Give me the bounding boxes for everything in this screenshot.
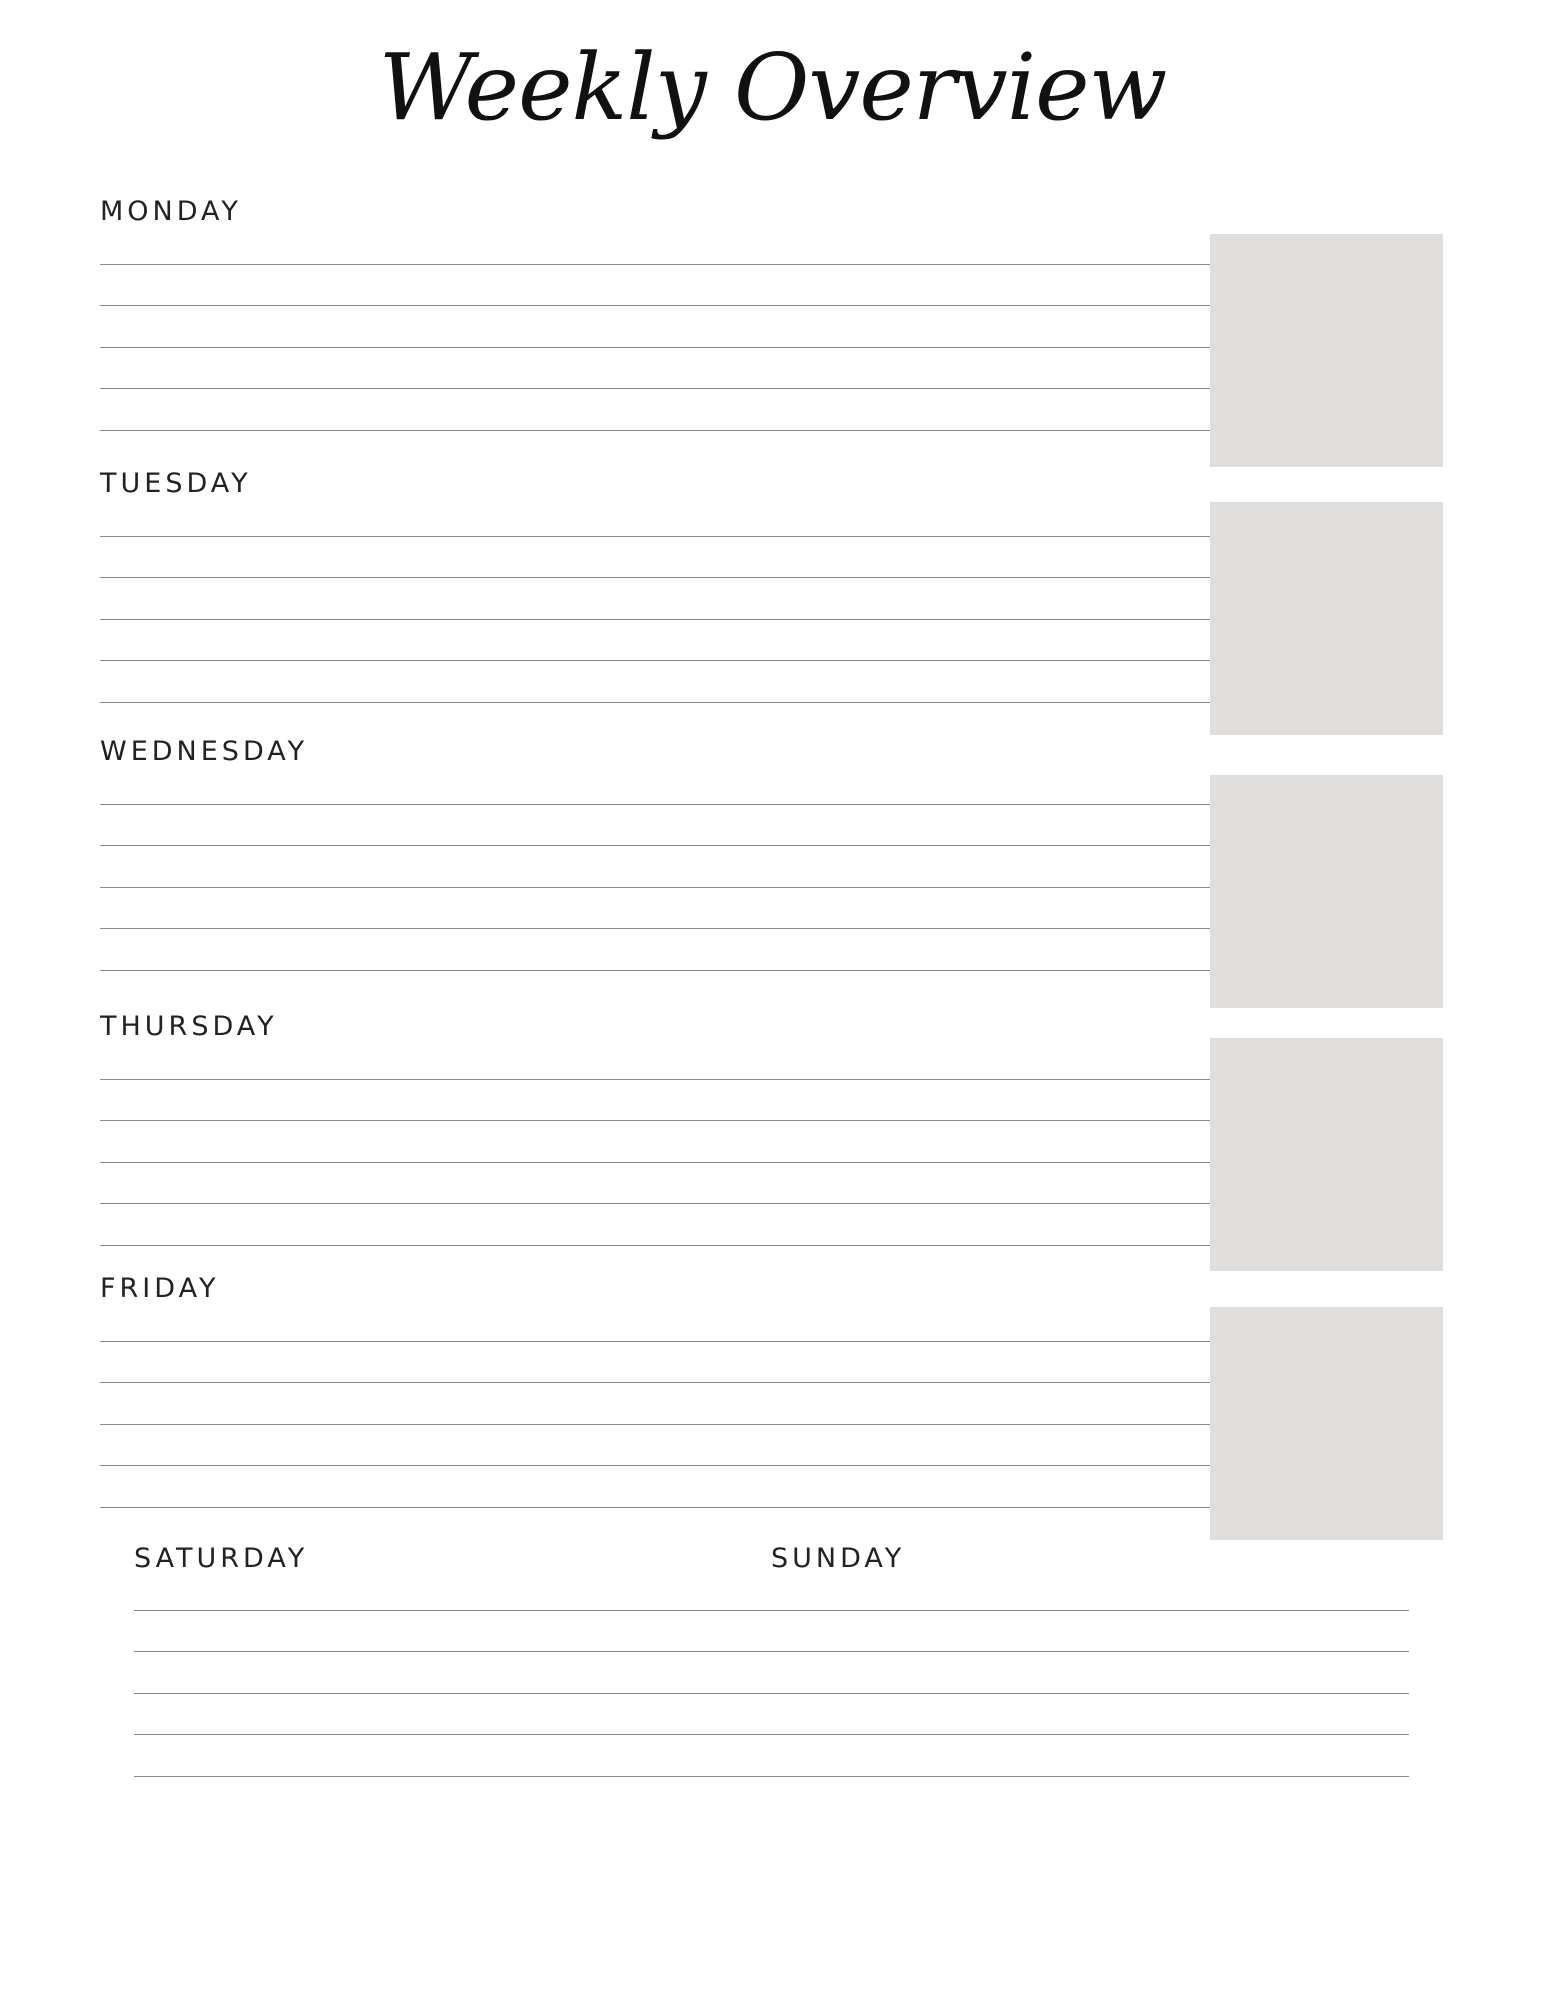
writing-line[interactable] bbox=[100, 264, 1210, 265]
note-box-monday[interactable] bbox=[1210, 234, 1443, 467]
writing-line[interactable] bbox=[100, 1203, 1210, 1204]
writing-line[interactable] bbox=[100, 619, 1210, 620]
writing-line[interactable] bbox=[134, 1651, 1409, 1652]
writing-line[interactable] bbox=[134, 1693, 1409, 1694]
note-box-wednesday[interactable] bbox=[1210, 775, 1443, 1008]
note-box-thursday[interactable] bbox=[1210, 1038, 1443, 1271]
writing-line[interactable] bbox=[100, 1079, 1210, 1080]
saturday-label: SATURDAY bbox=[134, 1543, 309, 1574]
writing-line[interactable] bbox=[100, 1424, 1210, 1425]
writing-line[interactable] bbox=[100, 305, 1210, 306]
writing-line[interactable] bbox=[100, 1465, 1210, 1466]
writing-line[interactable] bbox=[100, 702, 1210, 703]
day-label: MONDAY bbox=[100, 196, 242, 227]
writing-line[interactable] bbox=[100, 1507, 1210, 1508]
writing-line[interactable] bbox=[100, 1245, 1210, 1246]
writing-line[interactable] bbox=[100, 660, 1210, 661]
writing-line[interactable] bbox=[134, 1734, 1409, 1735]
writing-line[interactable] bbox=[100, 928, 1210, 929]
writing-line[interactable] bbox=[100, 347, 1210, 348]
page-title: Weekly Overview bbox=[378, 34, 1167, 141]
writing-line[interactable] bbox=[100, 970, 1210, 971]
writing-line[interactable] bbox=[100, 887, 1210, 888]
writing-line[interactable] bbox=[100, 804, 1210, 805]
writing-line[interactable] bbox=[100, 388, 1210, 389]
writing-line[interactable] bbox=[100, 845, 1210, 846]
sunday-label: SUNDAY bbox=[771, 1543, 906, 1574]
writing-line[interactable] bbox=[100, 1162, 1210, 1163]
day-label: THURSDAY bbox=[100, 1011, 278, 1042]
day-label: FRIDAY bbox=[100, 1273, 220, 1304]
writing-line[interactable] bbox=[100, 536, 1210, 537]
day-label: TUESDAY bbox=[100, 468, 252, 499]
writing-line[interactable] bbox=[100, 1341, 1210, 1342]
writing-line[interactable] bbox=[134, 1610, 1409, 1611]
note-box-friday[interactable] bbox=[1210, 1307, 1443, 1540]
writing-line[interactable] bbox=[100, 577, 1210, 578]
writing-line[interactable] bbox=[100, 430, 1210, 431]
day-label: WEDNESDAY bbox=[100, 736, 309, 767]
note-box-tuesday[interactable] bbox=[1210, 502, 1443, 735]
writing-line[interactable] bbox=[100, 1120, 1210, 1121]
writing-line[interactable] bbox=[100, 1382, 1210, 1383]
writing-line[interactable] bbox=[134, 1776, 1409, 1777]
